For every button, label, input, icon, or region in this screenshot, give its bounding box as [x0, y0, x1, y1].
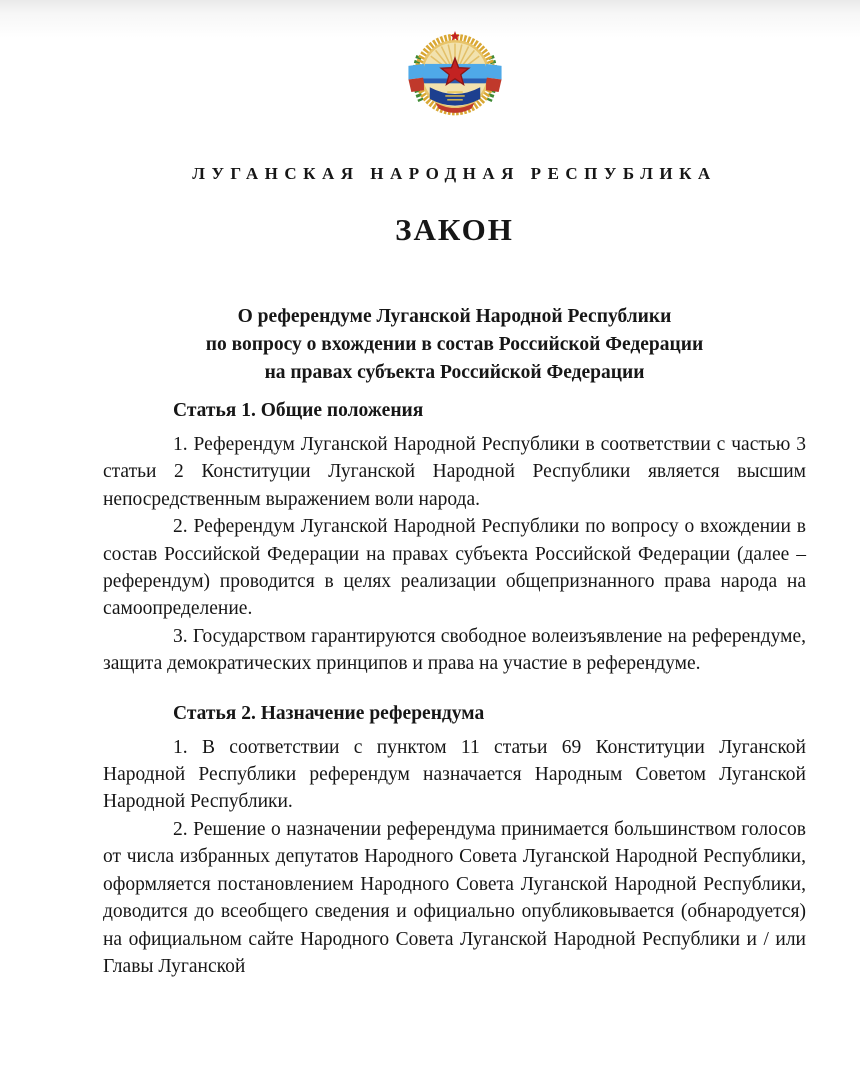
article-1-heading: Статья 1. Общие положения: [173, 400, 424, 421]
law-title-line-2: по вопросу о вхождении в состав Российской Федерации: [205, 334, 704, 355]
emblem-container: [103, 29, 806, 131]
republic-name: ЛУГАНСКАЯ НАРОДНАЯ РЕСПУБЛИКА: [192, 164, 717, 183]
article-2-paragraph-1: 1. В соответствии с пунктом 11 статьи 69 Конституции Луганской Народной Республики референдум назначается Народным Советом Луганской Народной Республики.: [103, 736, 806, 813]
lnr-coat-of-arms-icon: [406, 29, 504, 126]
law-title-line-1: О референдуме Луганской Народной Республики: [237, 306, 672, 327]
doc-type-title: ЗАКОН: [395, 212, 514, 247]
article-2-paragraph-2: 2. Решение о назначении референдума принимается большинством голосов от числа избранных депутатов Народного Совета Луганской Народной Республики, оформляется постановлением Народного Совета Луганской Народной Республики, доводится до всеобщего сведения и официально опубликовывается (обнародуется) на официальном сайте Народного Совета Луганской Народной Республики и / или Главы Луганской: [103, 818, 806, 977]
article-1-paragraph-2: 2. Референдум Луганской Народной Республики по вопросу о вхождении в состав Российской Федерации на правах субъекта Российской Федерации (далее – референдум) проводится в целях реализации общепризнанного права народа на самоопределение.: [103, 516, 806, 620]
article-1-paragraph-1: 1. Референдум Луганской Народной Республики в соответствии с частью 3 статьи 2 Конституции Луганской Народной Республики является высшим непосредственным выражением воли народа.: [103, 434, 806, 510]
law-title-line-3: на правах субъекта Российской Федерации: [264, 362, 645, 383]
article-2-heading: Статья 2. Назначение референдума: [173, 702, 485, 724]
law-title: [103, 303, 806, 387]
article-1-paragraph-3: 3. Государством гарантируются свободное волеизъявление на референдуме, защита демократических принципов и права на участие в референдуме.: [103, 625, 806, 675]
